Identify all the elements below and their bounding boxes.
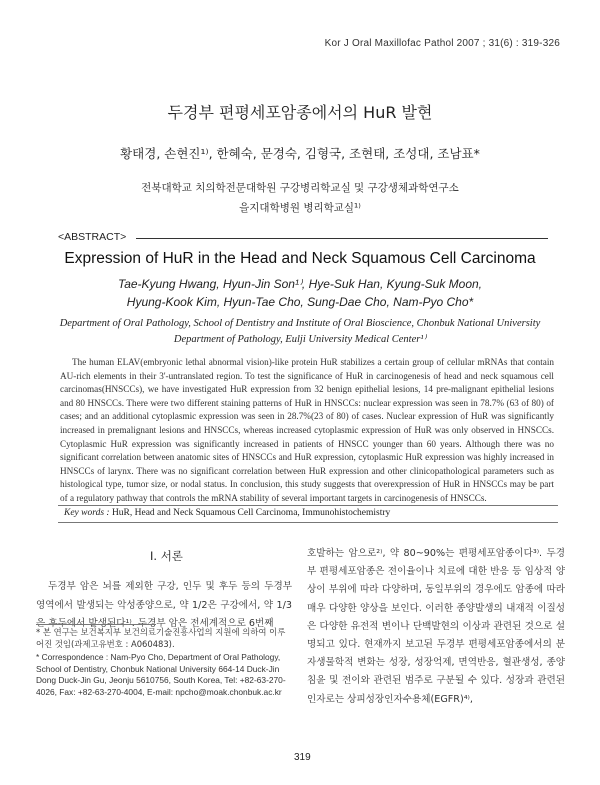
footnote-funding: * 본 연구는 보건복지부 보건의료기술진흥사업의 지원에 의하여 이루어진 것임(과제고유번호 : A060483). <box>36 627 286 649</box>
footnote-correspondence: * Correspondence : Nam-Pyo Cho, Department of Oral Pathology, School of Dentistry, Chonbuk National University 664-14 Duck-Jin Dong Duck-Jin Gu, Jeonju 5610756, South Korea, Tel: +82-63-270-4026, Fax: +82-63-270-4004, E-mail: npcho@moak.chonbuk.ac.kr <box>36 652 286 697</box>
korean-authors: 황태경, 손현진¹⁾, 한혜숙, 문경숙, 김형국, 조현태, 조성대, 조남표* <box>120 146 480 161</box>
korean-affiliation-2: 을지대학병원 병리학교실¹⁾ <box>239 202 361 214</box>
korean-title: 두경부 편평세포암종에서의 HuR 발현 <box>167 103 433 122</box>
abstract-paragraph: The human ELAV(embryonic lethal abnormal vision)-like protein HuR stabilizes a certain group of cellular mRNAs that contain AU-rich elements in their 3'-untranslated region. To test the significance of HuR in carcinogenesis of head and neck squamous cell carcinomas(HNSCCs), we have investigated HuR expression from 32 benign epithelial lesions, 14 pre-malignant epithelial lesions and 80 HNSCCs. There were two different staining patterns of HuR in HNSCCs: nuclear expression was seen in 78.7% (63 of 80) of cases; and an additional cytoplasmic expression was seen in 28.7%(23 of 80) of cases. Nuclear expression of HuR was significantly increased in premalignant lesions and HNSCCs, whereas increased cytoplasmic expression of HuR was only observed in HNSCCs. Cytoplasmic HuR expression was significantly increased in patients of HNSCC younger than 60 years. Although there was no significant correlation between anatomic sites of HNSCCs and HuR expression, cytoplasmic HuR expression was highly increased in HNSCCs of larynx. There was no significant correlation between HuR expression and other clinicopathological parameters such as histological type, tumor size, or nodal status. In conclusion, this study suggests that overexpression of HuR in HNSCCs may be part of a regulatory pathway that controls the mRNA stability of several important targets in carcinogenesis of HNSCCs. <box>60 357 554 503</box>
page-number: 319 <box>294 752 311 763</box>
intro-left-column <box>36 578 292 634</box>
english-affiliation-2: Department of Pathology, Eulji University Medical Center¹⁾ <box>173 334 427 345</box>
footnote-rule <box>36 624 156 625</box>
keywords-label: Key words : <box>64 508 110 518</box>
keywords-text: HuR, Head and Neck Squamous Cell Carcinoma, Immunohistochemistry <box>111 508 391 518</box>
intro-right-column <box>307 545 565 709</box>
abstract-label: <ABSTRACT> <box>58 231 127 243</box>
english-affiliation-1: Department of Oral Pathology, School of Dentistry and Institute of Oral Bioscience, Chonbuk National University <box>59 318 541 329</box>
english-title: Expression of HuR in the Head and Neck Squamous Cell Carcinoma <box>64 250 536 267</box>
keywords-bottom-rule <box>58 522 558 523</box>
abstract-rule <box>136 238 548 239</box>
section-heading: I. 서론 <box>150 549 183 563</box>
korean-affiliation-1: 전북대학교 치의학전문대학원 구강병리학교실 및 구강생체과학연구소 <box>141 182 459 194</box>
journal-citation: Kor J Oral Maxillofac Pathol 2007 ; 31(6) : 319-326 <box>324 38 560 49</box>
intro-left-paragraph: 두경부 암은 뇌를 제외한 구강, 인두 및 후두 등의 두경부 영역에서 발생되는 악성종양으로, 약 1/2은 구강에서, 약 1/3은 후두에서 발생된다¹⁾. 두경부 암은 전세계적으로 6번째 <box>36 581 292 629</box>
intro-right-paragraph: 호발하는 암으로²⁾, 약 80~90%는 편평세포암종이다³⁾. 두경부 편평세포암종은 전이율이나 치료에 대한 반응 등 임상적 양상이 부위에 따라 다양하며, 동일부위의 경우에도 암종에 따라 매우 다양한 양상을 보인다. 이러한 종양발생의 내재적 이질성은 다양한 유전적 변이나 단백발현의 이상과 관련된 것으로 설명되고 있다. 현재까지 보고된 두경부 편평세포암종에서의 분자생물학적 변화는 성장, 성장억제, 면역반응, 혈관생성, 종양침윤 및 전이와 관련된 범주로 구분될 수 있다. 성장과 관련된 인자로는 상피성장인자수용체(EGFR)⁴⁾, <box>307 548 565 705</box>
abstract-text <box>60 356 554 506</box>
keywords <box>64 508 390 518</box>
keywords-top-rule <box>58 505 558 506</box>
english-authors-line-2: Hyung-Kook Kim, Hyun-Tae Cho, Sung-Dae Cho, Nam-Pyo Cho* <box>126 295 474 309</box>
english-authors-line-1: Tae-Kyung Hwang, Hyun-Jin Son¹⁾, Hye-Suk Han, Kyung-Suk Moon, <box>117 277 482 291</box>
